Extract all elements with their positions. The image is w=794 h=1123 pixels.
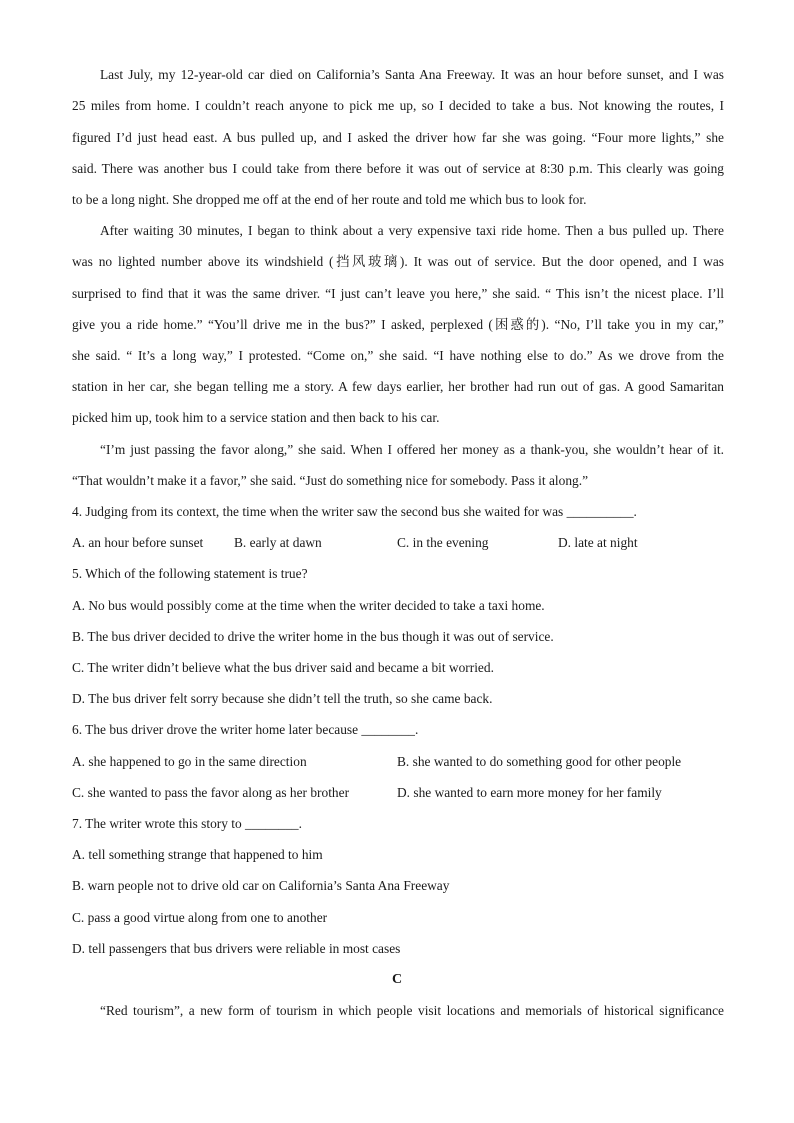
question-7-option-a: A. tell something strange that happened to him bbox=[72, 847, 323, 862]
section-c-first-line: “Red tourism”, a new form of tourism in which people visit locations and memorials of historical significance bbox=[100, 1003, 724, 1018]
question-5-option-d: D. The bus driver felt sorry because she didn’t tell the truth, so she came back. bbox=[72, 691, 493, 706]
question-6-stem: 6. The bus driver drove the writer home later because ________. bbox=[72, 722, 419, 737]
passage-p1-line-3: figured I’d just head east. A bus pulled up, and I asked the driver how far she was going. “Four more lights,” she bbox=[72, 130, 724, 145]
passage-p3-line-1: “I’m just passing the favor along,” she said. When I offered her money as a thank-you, she wouldn’t hear of it. bbox=[100, 442, 724, 457]
question-6-option-a: A. she happened to go in the same direction bbox=[72, 754, 307, 769]
passage-p2-line-7: picked him up, took him to a service station and then back to his car. bbox=[72, 410, 440, 425]
question-5-option-b: B. The bus driver decided to drive the writer home in the bus though it was out of service. bbox=[72, 629, 554, 644]
question-7-option-b: B. warn people not to drive old car on California’s Santa Ana Freeway bbox=[72, 878, 450, 893]
passage-p2-line-6: station in her car, she began telling me a story. A few days earlier, her brother had run out of gas. A good Samaritan bbox=[72, 379, 724, 394]
question-5-option-c: C. The writer didn’t believe what the bus driver said and became a bit worried. bbox=[72, 660, 494, 675]
question-5-stem: 5. Which of the following statement is true? bbox=[72, 566, 308, 581]
section-c-heading: C bbox=[391, 972, 403, 987]
passage-p2-line-5: she said. “ It’s a long way,” I protested. “Come on,” she said. “I have nothing else to do.” As we drove from the bbox=[72, 348, 724, 363]
passage-p3-line-2: “That wouldn’t make it a favor,” she said. “Just do something nice for somebody. Pass it along.” bbox=[72, 473, 589, 488]
passage-p1-line-4: said. There was another bus I could take from there before it was out of service at 8:30 p.m. This clearly was going bbox=[72, 161, 724, 176]
question-7-option-d: D. tell passengers that bus drivers were reliable in most cases bbox=[72, 941, 401, 956]
passage-p1-line-5: to be a long night. She dropped me off at the end of her route and told me which bus to look for. bbox=[72, 192, 587, 207]
question-4-stem: 4. Judging from its context, the time when the writer saw the second bus she waited for was __________. bbox=[72, 504, 637, 519]
question-5-option-a: A. No bus would possibly come at the time when the writer decided to take a taxi home. bbox=[72, 598, 545, 613]
question-7-option-c: C. pass a good virtue along from one to another bbox=[72, 910, 328, 925]
passage-p2-line-3: surprised to find that it was the same driver. “I just can’t leave you here,” she said. “ This isn’t the nicest place. I’ll bbox=[72, 286, 724, 301]
question-6-option-b: B. she wanted to do something good for other people bbox=[397, 754, 682, 769]
question-4-option-b: B. early at dawn bbox=[234, 535, 322, 550]
question-6-option-c: C. she wanted to pass the favor along as her brother bbox=[72, 785, 350, 800]
question-7-stem: 7. The writer wrote this story to ________. bbox=[72, 816, 302, 831]
question-4-option-a: A. an hour before sunset bbox=[72, 535, 204, 550]
question-4-option-d: D. late at night bbox=[558, 535, 638, 550]
question-4-option-c: C. in the evening bbox=[397, 535, 489, 550]
passage-p1-line-1: Last July, my 12-year-old car died on California’s Santa Ana Freeway. It was an hour before sunset, and I was bbox=[100, 67, 724, 82]
passage-p2-line-4: give you a ride home.” “You’ll drive me in the bus?” I asked, perplexed (困惑的). “No, I’ll take you in my car,” bbox=[72, 317, 724, 332]
passage-p2-line-1: After waiting 30 minutes, I began to think about a very expensive taxi ride home. Then a bus pulled up. There bbox=[100, 223, 724, 238]
passage-p1-line-2: 25 miles from home. I couldn’t reach anyone to pick me up, so I decided to take a bus. Not knowing the routes, I bbox=[72, 98, 724, 113]
question-6-option-d: D. she wanted to earn more money for her family bbox=[397, 785, 662, 800]
passage-p2-line-2: was no lighted number above its windshield (挡风玻璃). It was out of service. But the door opened, and I was bbox=[72, 254, 724, 269]
